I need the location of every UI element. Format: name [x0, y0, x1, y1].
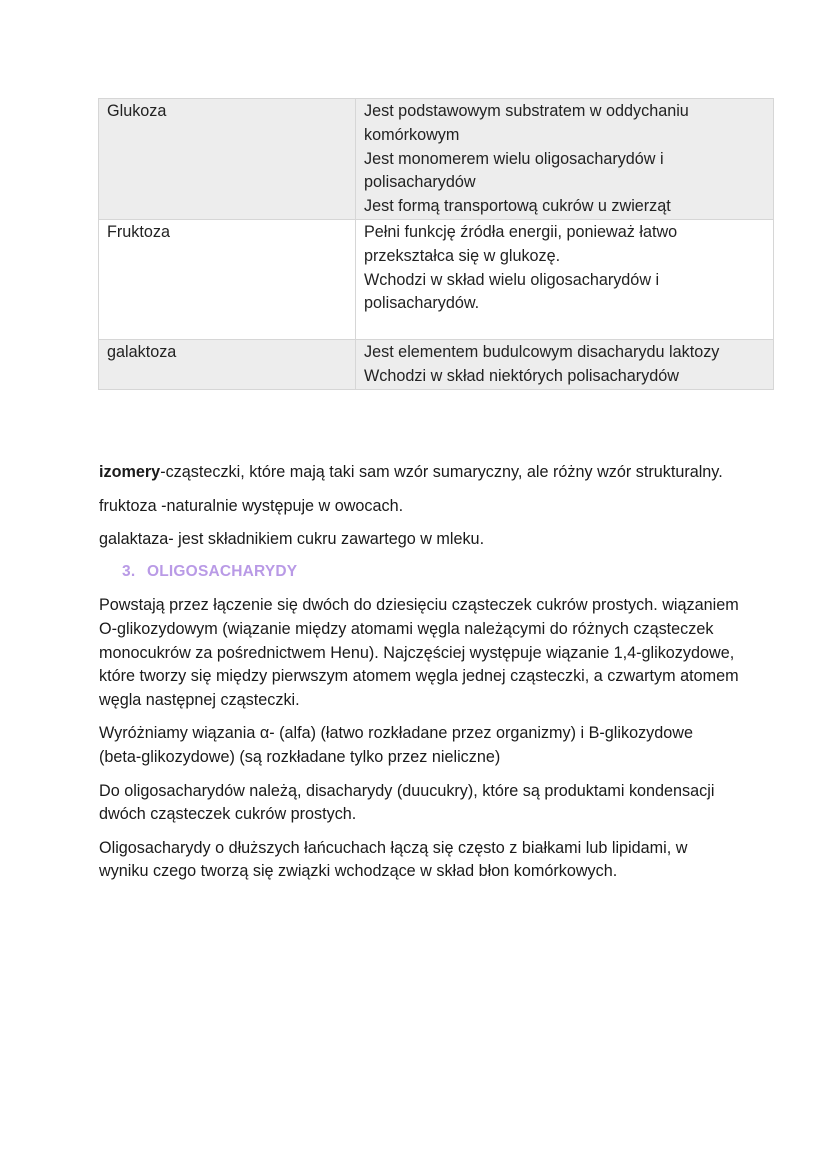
izomery-definition-text: -cząsteczki, które mają taki sam wzór sumaryczny, ale różny wzór strukturalny.: [160, 463, 723, 481]
sugar-name-cell: Fruktoza: [99, 219, 356, 339]
paragraph-disaccharides: Do oligosacharydów należą, disacharydy (duucukry), które są produktami kondensacji dwóch cząsteczek cukrów prostych.: [99, 781, 715, 824]
sugar-description-cell: [356, 99, 774, 220]
description-line: Wchodzi w skład niektórych polisacharydów: [364, 366, 679, 385]
paragraph-bond-types: Wyróżniamy wiązania α- (alfa) (łatwo rozkładane przez organizmy) i B-glikozydowe (beta-glikozydowe) (są rozkładane tylko przez nieliczne): [99, 724, 693, 766]
section-title: OLIGOSACHARYDY: [147, 562, 298, 580]
description-line: Jest elementem budulcowym disacharydu laktozy: [364, 342, 720, 361]
fruktoza-note: fruktoza -naturalnie występuje w owocach.: [99, 496, 404, 515]
sugar-name-cell: galaktoza: [99, 339, 356, 389]
table-row: [99, 99, 774, 220]
document-body: [99, 461, 739, 894]
paragraph-long-chains: Oligosacharydy o dłuższych łańcuchach łączą się często z białkami lub lipidami, w wyniku czego tworzą się związki wchodzące w skład błon komórkowych.: [99, 838, 688, 881]
description-line: Jest podstawowym substratem w oddychaniu: [364, 102, 689, 120]
section-number: 3.: [122, 562, 136, 580]
izomery-term: izomery: [99, 463, 161, 481]
description-line: polisacharydów: [364, 173, 476, 192]
description-line: Pełni funkcję źródła energii, ponieważ łatwo: [364, 222, 678, 241]
galaktaza-note: galaktaza- jest składnikiem cukru zawartego w mleku.: [99, 530, 485, 549]
description-line: przekształca się w glukozę.: [364, 246, 561, 265]
description-line: komórkowym: [364, 125, 460, 144]
paragraph-formation: Powstają przez łączenie się dwóch do dziesięciu cząsteczek cukrów prostych. wiązaniem O-glikozydowym (wiązanie między atomami węgla należącymi do różnych cząsteczek monocukrów za pośrednictwem Henu). Najczęściej występuje wiązanie 1,4-glikozydowe, które tworzy się między pierwszym atomem węgla jednej cząsteczki, a czwartym atomem węgla następnej cząsteczki.: [99, 596, 739, 709]
monosaccharide-table: [98, 98, 774, 390]
description-line: Jest monomerem wielu oligosacharydów i: [364, 149, 664, 168]
sugar-description-cell: [356, 339, 774, 389]
description-line: polisacharydów.: [364, 294, 480, 313]
sugar-name-cell: Glukoza: [99, 99, 356, 220]
sugar-description-cell: [356, 219, 774, 339]
table-row: [99, 219, 774, 339]
description-line: Wchodzi w skład wielu oligosacharydów i: [364, 270, 660, 289]
section-heading-oligosacharydy: [122, 560, 739, 584]
izomery-definition: [99, 461, 739, 485]
table-row: [99, 339, 774, 389]
description-line: Jest formą transportową cukrów u zwierząt: [364, 197, 671, 216]
